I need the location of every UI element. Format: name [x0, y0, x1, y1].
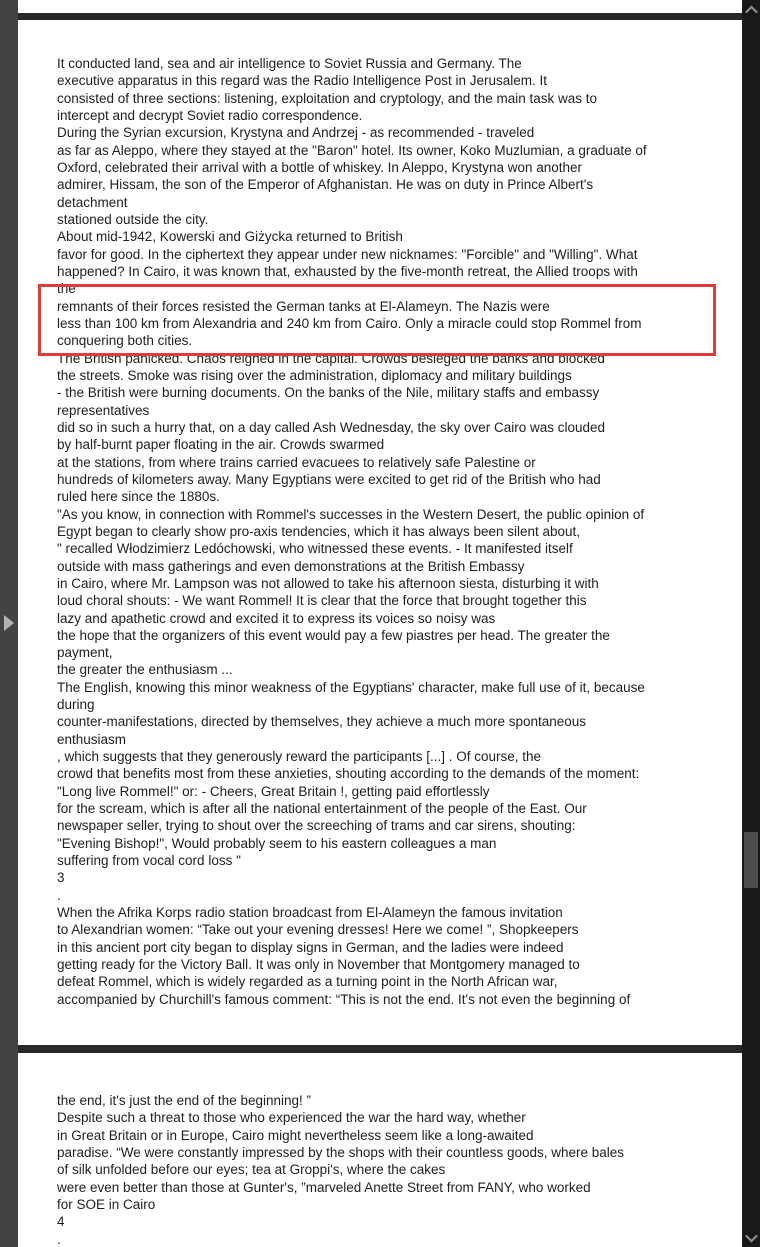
text-line: in Great Britain or in Europe, Cairo might nevertheless seem like a long-awaited — [57, 1127, 534, 1143]
text-line: suffering from vocal cord loss " — [57, 853, 241, 869]
text-line: at the stations, from where trains carried evacuees to relatively safe Palestine or — [57, 454, 536, 470]
scroll-down-button[interactable] — [742, 1229, 760, 1245]
text-line: The English, knowing this minor weakness of the Egyptians' character, make full use of it, because — [57, 679, 645, 695]
text-line: getting ready for the Victory Ball. It was only in November that Montgomery managed to — [57, 957, 580, 973]
text-line: - the British were burning documents. On the banks of the Nile, military staffs and embassy — [57, 385, 600, 401]
text-line: Despite such a threat to those who experienced the war the hard way, whether — [57, 1110, 526, 1126]
chevron-up-icon — [745, 5, 758, 18]
text-line: counter-manifestations, directed by themselves, they achieve a much more spontaneous — [57, 714, 587, 730]
text-line: "Long live Rommel!" or: - Cheers, Great Britain !, getting paid effortlessly — [57, 783, 490, 799]
triangle-right-icon[interactable] — [4, 615, 14, 631]
text-line: When the Afrika Korps radio station broadcast from El-Alameyn the famous invitation — [57, 905, 563, 921]
text-line: Egypt began to clearly show pro-axis tendencies, which it has always been silent about, — [57, 523, 581, 539]
text-line: loud choral shouts: - We want Rommel! It is clear that the force that brought together this — [57, 593, 587, 609]
text-line: for the scream, which is after all the national entertainment of the people of the East. Our — [57, 801, 587, 817]
text-line: by half-burnt paper floating in the air. Crowds swarmed — [57, 437, 385, 453]
vertical-scrollbar[interactable] — [742, 0, 760, 1247]
text-line: It conducted land, sea and air intelligence to Soviet Russia and Germany. The — [57, 56, 522, 71]
text-line: less than 100 km from Alexandria and 240 km from Cairo. Only a miracle could stop Rommel from — [57, 315, 642, 331]
text-line: hundreds of kilometers away. Many Egyptians were excited to get rid of the British who had — [57, 471, 601, 487]
text-line: lazy and apathetic crowd and excited it to express its voices so noisy was — [57, 610, 496, 626]
text-line: remnants of their forces resisted the German tanks at El-Alameyn. The Nazis were — [57, 298, 550, 314]
text-line: favor for good. In the ciphertext they appear under new nicknames: "Forcible" and "Willing". What — [57, 246, 638, 262]
text-line: the — [57, 281, 76, 297]
text-line: during — [57, 697, 95, 713]
text-line: conquering both cities. — [57, 333, 193, 349]
text-line: intercept and decrypt Soviet radio correspondence. — [57, 107, 363, 123]
text-line: the end, it's just the end of the beginning! ” — [57, 1093, 312, 1108]
text-line: the greater the enthusiasm ... — [57, 662, 233, 678]
left-rail — [0, 0, 18, 1247]
text-line: paradise. “We were constantly impressed by the shops with their countless goods, where bales — [57, 1144, 625, 1160]
text-line: " recalled Włodzimierz Ledóchowski, who witnessed these events. - It manifested itself — [57, 541, 573, 557]
text-line: did so in such a hurry that, on a day called Ash Wednesday, the sky over Cairo was clouded — [57, 419, 606, 435]
text-line: were even better than those at Gunter's, ”marveled Anette Street from FANY, who worked — [57, 1179, 591, 1195]
page-2-text — [18, 1053, 742, 1247]
document-canvas — [18, 0, 742, 1247]
document-page-1 — [18, 20, 742, 1045]
text-line: The British panicked. Chaos reigned in the capital. Crowds besieged the banks and blocked — [57, 350, 605, 366]
text-line: executive apparatus in this regard was the Radio Intelligence Post in Jerusalem. It — [57, 73, 548, 89]
page-1-text — [18, 20, 742, 1008]
text-line: for SOE in Cairo — [57, 1196, 156, 1212]
text-line: happened? In Cairo, it was known that, exhausted by the five-month retreat, the Allied troops with — [57, 263, 638, 279]
text-line: the hope that the organizers of this event would pay a few piastres per head. The greater the — [57, 627, 610, 643]
text-line: stationed outside the city. — [57, 211, 209, 227]
text-line: admirer, Hissam, the son of the Emperor of Afghanistan. He was on duty in Prince Albert's — [57, 177, 594, 193]
document-page-2 — [18, 1053, 742, 1247]
text-line: newspaper seller, trying to shout over the screeching of trams and car sirens, shouting: — [57, 818, 576, 834]
scrollbar-thumb[interactable] — [744, 832, 758, 888]
text-line: in this ancient port city began to display signs in German, and the ladies were indeed — [57, 939, 564, 955]
text-line: in Cairo, where Mr. Lampson was not allowed to take his afternoon siesta, disturbing it with — [57, 575, 599, 591]
scroll-up-button[interactable] — [742, 2, 760, 18]
text-line: crowd that benefits most from these anxieties, shouting according to the demands of the moment: — [57, 766, 640, 782]
text-line: of silk unfolded before our eyes; tea at Groppi's, where the cakes — [57, 1162, 446, 1178]
text-line: consisted of three sections: listening, exploitation and cryptology, and the main task was to — [57, 90, 598, 106]
text-line: "As you know, in connection with Rommel's successes in the Western Desert, the public opinion of — [57, 506, 645, 522]
text-line: representatives — [57, 402, 150, 418]
text-line: "Evening Bishop!", Would probably seem to his eastern colleagues a man — [57, 835, 497, 851]
text-line: as far as Aleppo, where they stayed at the "Baron" hotel. Its owner, Koko Muzlumian, a graduate of — [57, 142, 647, 158]
text-line: . — [57, 887, 61, 903]
text-line: Oxford, celebrated their arrival with a bottle of whiskey. In Aleppo, Krystyna won another — [57, 159, 583, 175]
text-line: outside with mass gatherings and even demonstrations at the British Embassy — [57, 558, 525, 574]
text-line: detachment — [57, 194, 128, 210]
text-line: to Alexandrian women: “Take out your evening dresses! Here we come! ”, Shopkeepers — [57, 922, 579, 938]
text-line: . — [57, 1231, 61, 1247]
text-line: the streets. Smoke was rising over the administration, diplomacy and military buildings — [57, 367, 572, 383]
text-line: About mid-1942, Kowerski and Giżycka returned to British — [57, 229, 403, 245]
text-line: ruled here since the 1880s. — [57, 489, 220, 505]
text-line: During the Syrian excursion, Krystyna and Andrzej - as recommended - traveled — [57, 125, 535, 141]
page-previous-edge — [18, 0, 742, 13]
text-line: enthusiasm — [57, 731, 127, 747]
text-line: 4 — [57, 1214, 65, 1230]
text-line: defeat Rommel, which is widely regarded as a turning point in the North African war, — [57, 974, 558, 990]
chevron-down-icon — [745, 1229, 758, 1242]
text-line: , which suggests that they generously reward the participants [...] . Of course, the — [57, 749, 541, 765]
text-line: payment, — [57, 645, 113, 661]
text-line: accompanied by Churchill's famous comment: “This is not the end. It's not even the beginning of — [57, 991, 631, 1007]
text-line: 3 — [57, 870, 65, 886]
